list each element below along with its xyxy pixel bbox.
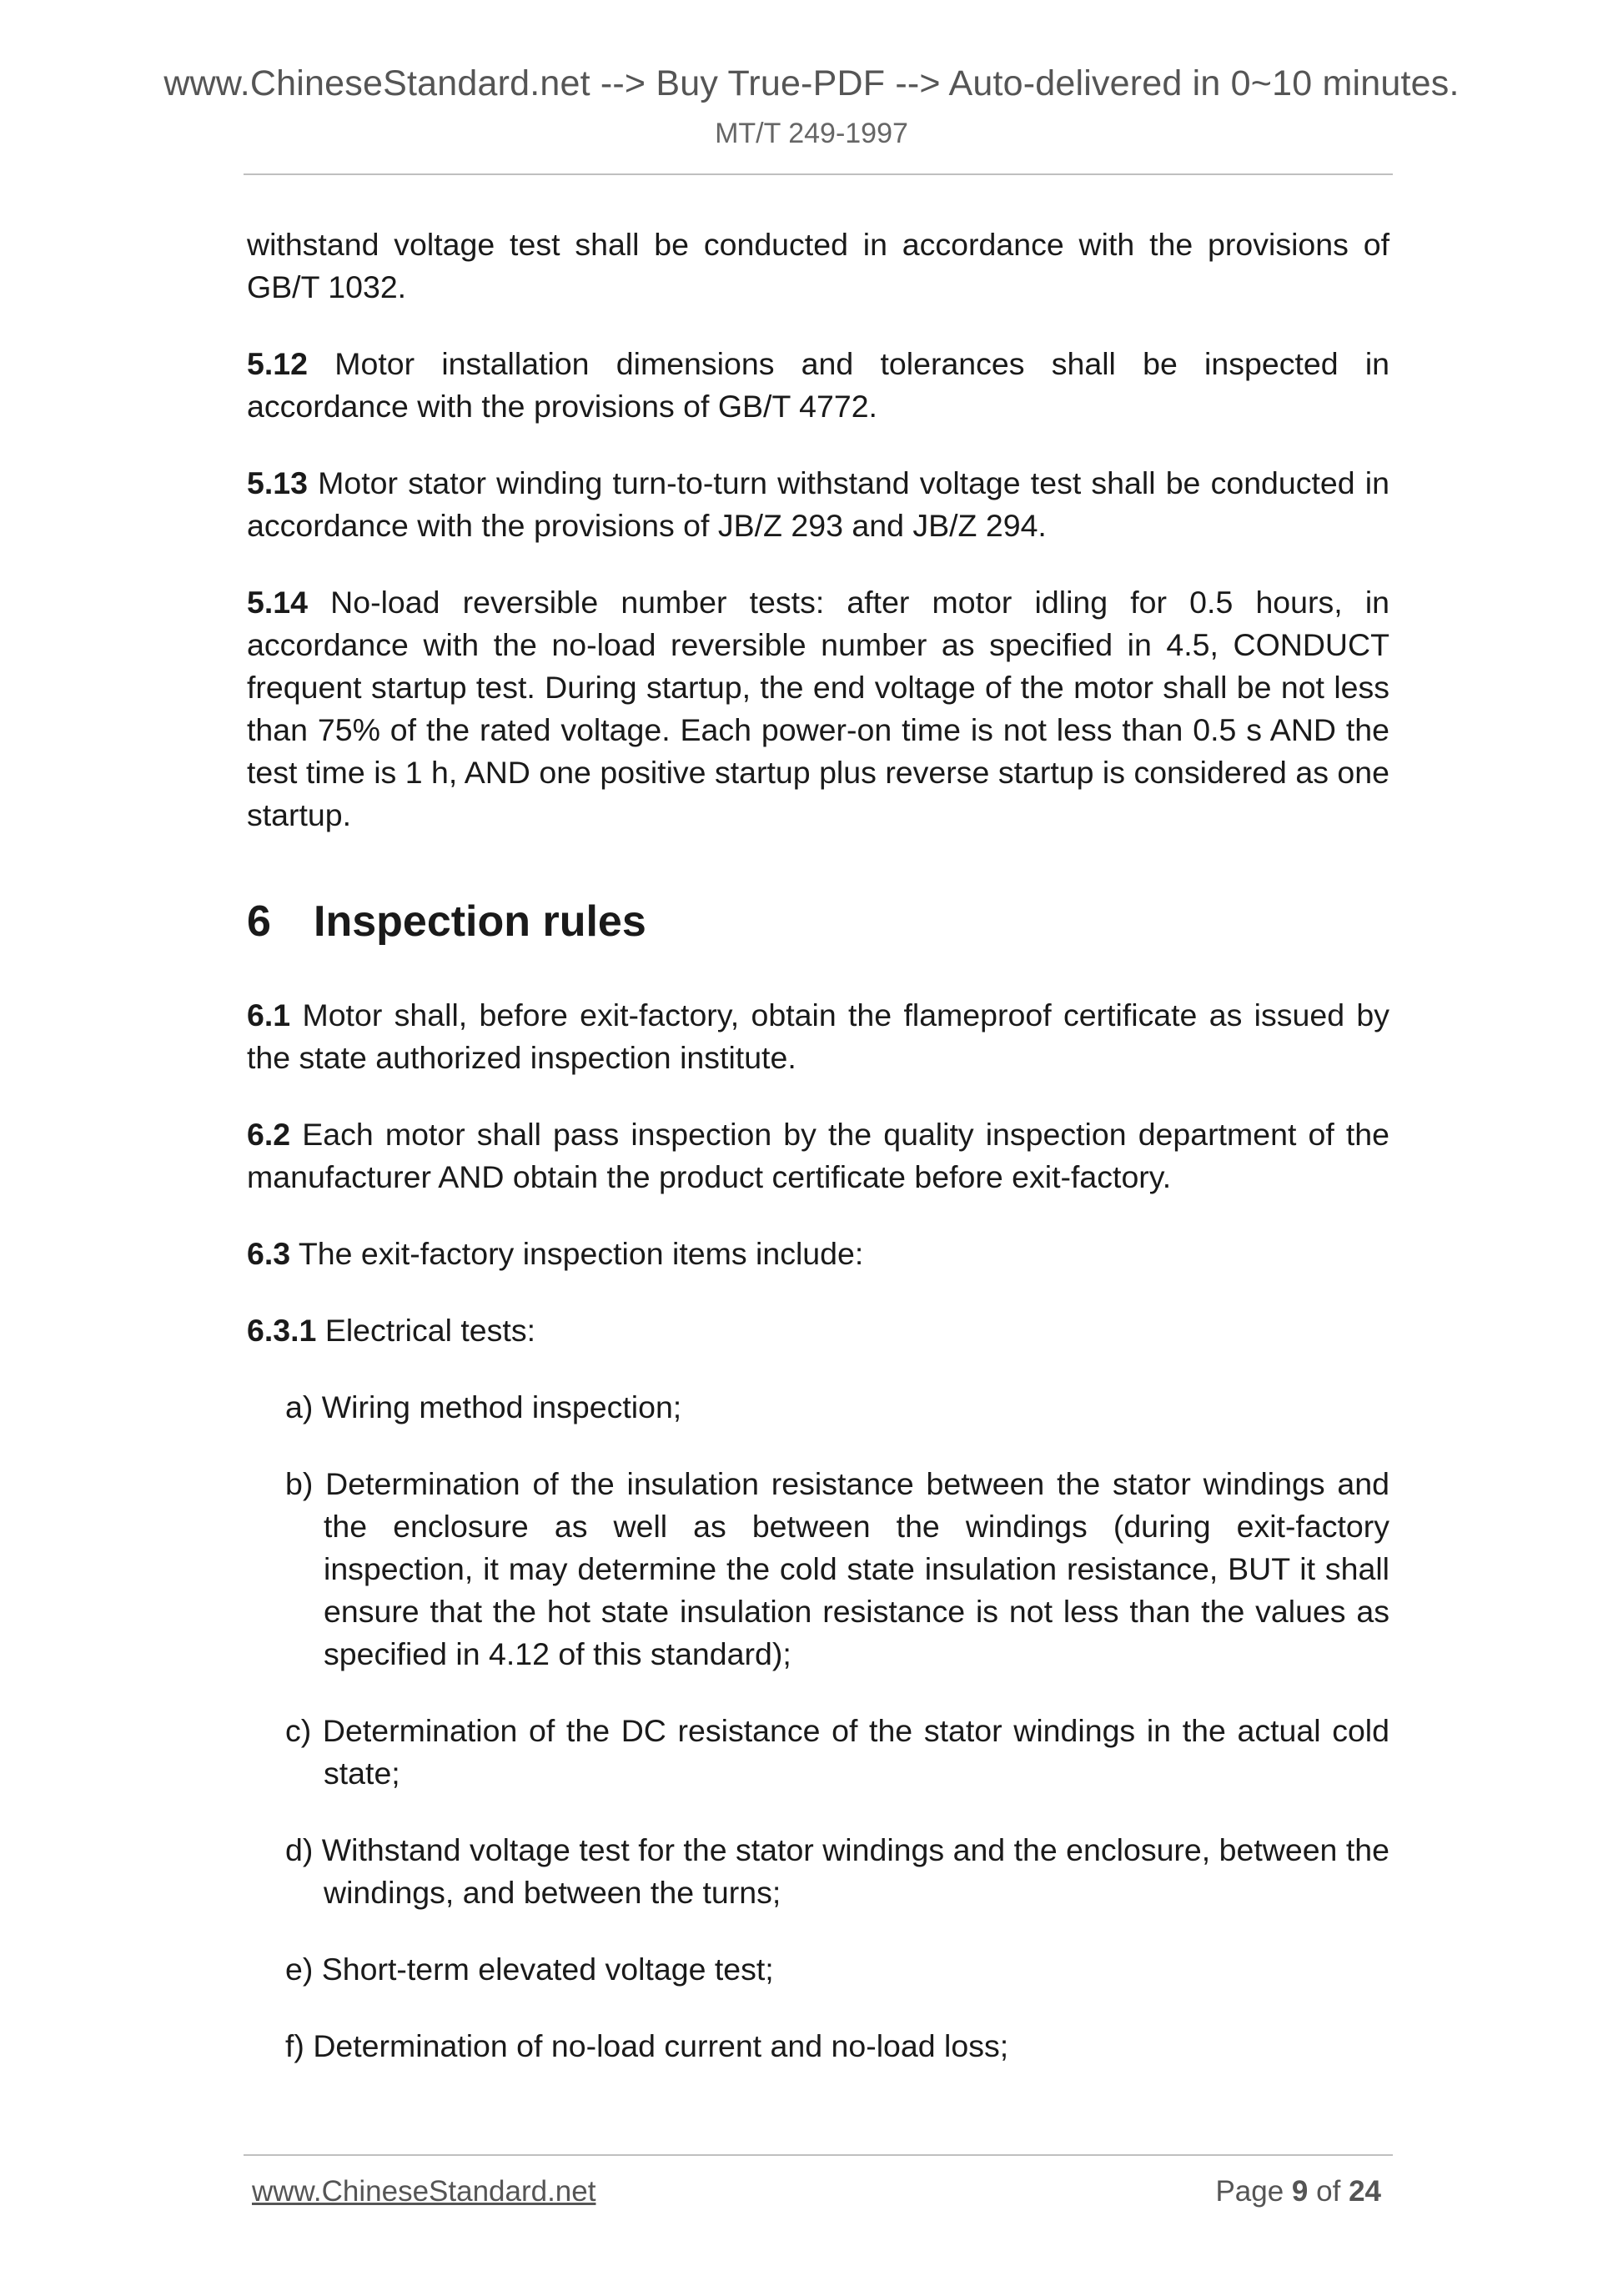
clause-number: 5.14 (247, 585, 308, 620)
footer-site-link[interactable]: www.ChineseStandard.net (252, 2175, 596, 2208)
page-of: of (1316, 2175, 1341, 2208)
section-heading (247, 897, 1389, 947)
page-current: 9 (1291, 2175, 1309, 2208)
clause-number: 5.13 (247, 465, 308, 500)
continuation-paragraph: withstand voltage test shall be conducted in accordance with the provisions of GB/T 1032. (247, 227, 1389, 304)
clause-6-1 (247, 994, 1389, 1079)
page-total: 24 (1349, 2175, 1381, 2208)
section-title: Inspection rules (314, 897, 646, 946)
clause-6-3 (247, 1233, 1389, 1275)
clause-5-12 (247, 343, 1389, 428)
clause-text: No-load reversible number tests: after motor idling for 0.5 hours, in accordance with the no-load reversible number as specified in 4.5, CONDUCT frequent startup test. During startup, the end voltage of the motor shall be not less than 75% of the rated voltage. Each power-on time is not less than 0.5 s AND the test time is 1 h, AND one positive startup plus reverse startup is considered as one startup. (247, 585, 1390, 832)
clause-number: 6.1 (247, 997, 291, 1032)
clause-number: 6.2 (247, 1117, 291, 1152)
list-item-e: e) Short-term elevated voltage test; (285, 1952, 774, 1987)
standard-id: MT/T 249-1997 (715, 118, 908, 149)
clause-number: 6.3.1 (247, 1313, 317, 1348)
clause-number: 6.3 (247, 1236, 291, 1271)
clause-text: Electrical tests: (324, 1313, 535, 1348)
list-item-a: a) Wiring method inspection; (285, 1389, 682, 1424)
header-banner: www.ChineseStandard.net --> Buy True-PDF --> Auto-delivered in 0~10 minutes. (163, 63, 1460, 103)
clause-text: Motor installation dimensions and tolerances shall be inspected in accordance with the provisions of GB/T 4772. (247, 346, 1390, 424)
header-divider (244, 173, 1393, 175)
clause-number: 5.12 (247, 346, 308, 381)
clause-6-2 (247, 1113, 1389, 1198)
page-word: Page (1215, 2175, 1284, 2208)
clause-text: Motor stator winding turn-to-turn withstand voltage test shall be conducted in accordance with the provisions of JB/Z 293 and JB/Z 294. (247, 465, 1389, 543)
clause-text: The exit-factory inspection items include: (298, 1236, 864, 1271)
clause-text: Motor shall, before exit-factory, obtain the flameproof certificate as issued by the state authorized inspection institute. (247, 997, 1389, 1075)
list-item-b: b) Determination of the insulation resistance between the stator windings and the enclosure as well as between the windings (during exit-factory inspection, it may determine the cold state insulation resistance, BUT it shall ensure that the hot state insulation resistance is not less than the values as specified in 4.12 of this standard); (285, 1466, 1389, 1671)
list-item-f: f) Determination of no-load current and no-load loss; (285, 2028, 1009, 2063)
section-number: 6 (247, 897, 271, 946)
list-item-d: d) Withstand voltage test for the stator windings and the enclosure, between the windings, and between the turns; (285, 1832, 1389, 1910)
list-item-c: c) Determination of the DC resistance of the stator windings in the actual cold state; (285, 1713, 1389, 1791)
page-number (1215, 2175, 1381, 2208)
document-body (247, 224, 1389, 2102)
clause-text: Each motor shall pass inspection by the quality inspection department of the manufacturer AND obtain the product certificate before exit-factory. (247, 1117, 1389, 1194)
clause-5-14 (247, 581, 1389, 837)
clause-5-13 (247, 462, 1389, 547)
clause-6-3-1 (247, 1309, 1389, 1352)
footer-divider (244, 2154, 1393, 2156)
